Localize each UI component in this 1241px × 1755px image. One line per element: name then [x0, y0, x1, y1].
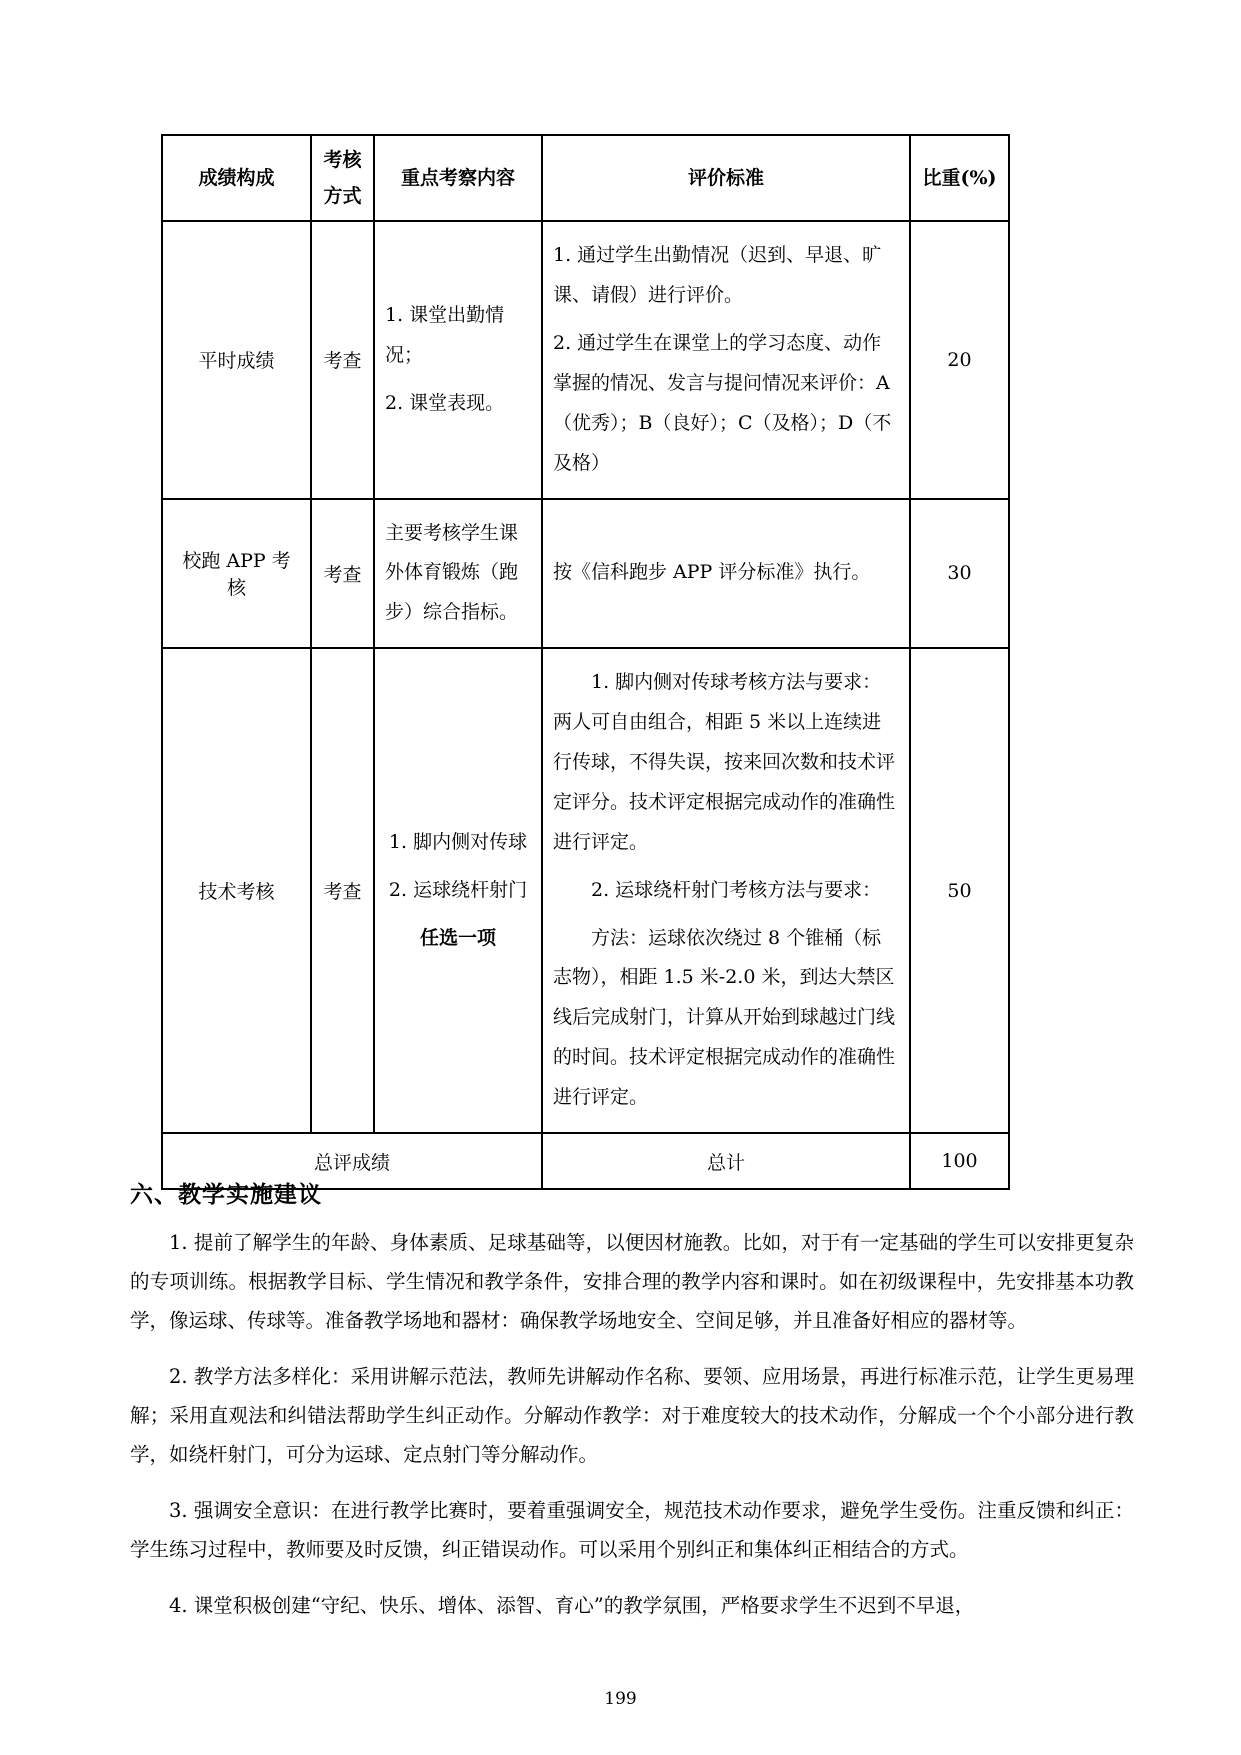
cell-footer-total-label: 总计	[542, 1133, 910, 1189]
cell-row3-criteria	[542, 648, 910, 1133]
header-key-content: 重点考察内容	[374, 135, 542, 221]
page-number: 199	[604, 1689, 637, 1709]
cell-row3-method: 考查	[311, 648, 374, 1133]
grading-table-wrapper	[161, 134, 1010, 1190]
header-weight: 比重(%)	[910, 135, 1009, 221]
row2-criteria-para1: 按《信科跑步 APP 评分标准》执行。	[553, 561, 871, 584]
table-row-app-assessment	[162, 499, 1009, 649]
cell-row2-method: 考查	[311, 499, 374, 649]
suggestion-paragraph-1: 1. 提前了解学生的年龄、身体素质、足球基础等，以便因材施教。比如，对于有一定基础的学生可以安排更复杂的专项训练。根据教学目标、学生情况和教学条件，安排合理的教学内容和课时。如在初级课程中，先安排基本功教学，像运球、传球等。准备教学场地和器材：确保教学场地安全、空间足够，并且准备好相应的器材等。	[130, 1231, 1134, 1332]
cell-footer-total-value: 100	[910, 1133, 1009, 1189]
row1-criteria-para1: 1. 通过学生出勤情况（迟到、早退、旷课、请假）进行评价。	[553, 244, 882, 307]
table-header-row	[162, 135, 1009, 221]
row3-criteria-para2: 2. 运球绕杆射门考核方法与要求：	[591, 878, 882, 901]
section-heading: 六、教学实施建议	[130, 1182, 322, 1208]
table-row-technical-assessment	[162, 648, 1009, 1133]
row2-content-line1: 主要考核学生课外体育锻炼（跑步）综合指标。	[385, 521, 519, 624]
cell-row2-content	[374, 499, 542, 649]
header-evaluation-criteria: 评价标准	[542, 135, 910, 221]
row3-content-line1: 1. 脚内侧对传球	[388, 830, 528, 853]
cell-row1-method: 考查	[311, 221, 374, 498]
suggestion-paragraph-3: 3. 强调安全意识：在进行教学比赛时，要着重强调安全，规范技术动作要求，避免学生受伤。注重反馈和纠正：学生练习过程中，教师要及时反馈，纠正错误动作。可以采用个别纠正和集体纠正相结合的方式。	[130, 1499, 1134, 1561]
row3-criteria-para1: 1. 脚内侧对传球考核方法与要求：两人可自由组合，相距 5 米以上连续进行传球，不得失误，按来回次数和技术评定评分。技术评定根据完成动作的准确性进行评定。	[553, 671, 896, 853]
cell-row3-weight: 50	[910, 648, 1009, 1133]
cell-row2-weight: 30	[910, 499, 1009, 649]
header-grade-composition: 成绩构成	[162, 135, 311, 221]
suggestion-paragraph-4: 4. 课堂积极创建“守纪、快乐、增体、添智、育心”的教学氛围，严格要求学生不迟到不早退，	[169, 1594, 975, 1617]
cell-row1-name: 平时成绩	[162, 221, 311, 498]
row1-content-line1: 1. 课堂出勤情况；	[385, 304, 505, 366]
cell-row2-criteria	[542, 499, 910, 649]
suggestion-paragraph-2: 2. 教学方法多样化：采用讲解示范法，教师先讲解动作名称、要领、应用场景，再进行标准示范，让学生更易理解；采用直观法和纠错法帮助学生纠正动作。分解动作教学：对于难度较大的技术动作，分解成一个个小部分进行教学，如绕杆射门，可分为运球、定点射门等分解动作。	[130, 1365, 1134, 1466]
row3-criteria-para3: 方法：运球依次绕过 8 个锥桶（标志物），相距 1.5 米-2.0 米，到达大禁区线后完成射门，计算从开始到球越过门线的时间。技术评定根据完成动作的准确性进行评定。	[553, 926, 896, 1109]
grading-table	[161, 134, 1010, 1190]
row1-criteria-para2: 2. 通过学生在课堂上的学习态度、动作掌握的情况、发言与提问情况来评价：A（优秀）；B（良好）；C（及格）；D（不及格）	[553, 331, 892, 474]
header-assessment-method: 考核方式	[311, 135, 374, 221]
cell-row1-weight: 20	[910, 221, 1009, 498]
cell-row1-content	[374, 221, 542, 498]
row3-content-choose-one: 任选一项	[419, 926, 496, 949]
cell-row2-name: 校跑 APP 考核	[162, 499, 311, 649]
row3-content-line2: 2. 运球绕杆射门	[388, 878, 528, 901]
teaching-suggestions-section	[130, 1176, 1134, 1642]
row1-content-line2: 2. 课堂表现。	[385, 391, 505, 414]
cell-row3-content	[374, 648, 542, 1133]
table-row-daily-grade	[162, 221, 1009, 498]
cell-footer-label: 总评成绩	[162, 1133, 542, 1189]
cell-row1-criteria	[542, 221, 910, 498]
cell-row3-name: 技术考核	[162, 648, 311, 1133]
